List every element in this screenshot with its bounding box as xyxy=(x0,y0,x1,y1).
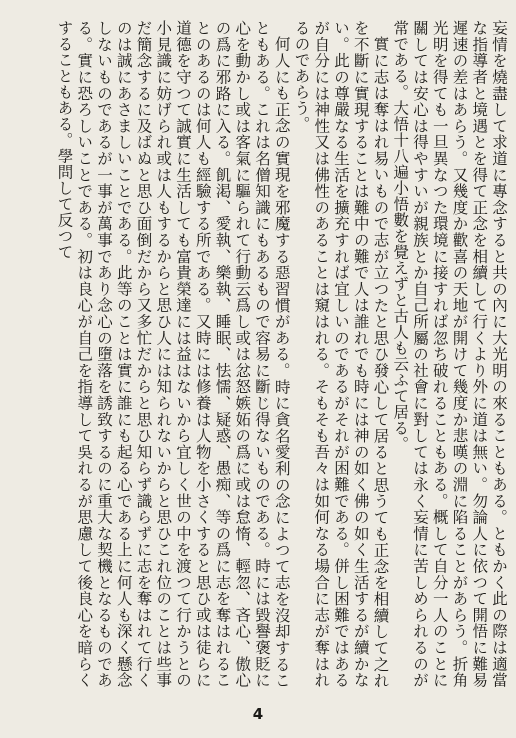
paragraph-2: 實に志は奪はれ易いもので志が立つたと思ひ發心して居ると思うても正念を相續して之れを不斷に實現することは難中の難で人は誰れでも時には神の如く佛の如く生活するが續かない。此の尊嚴なる生活を擴充すれば宜しいのであるがそれが困難である。併し困難ではあるが自分には神性又は佛性のあることは窺はれる。そもそも吾々は如何なる場合に志が奪はれるのであらう。 xyxy=(292,20,390,688)
page-number: 4 xyxy=(252,705,264,723)
paragraph-1: 妄情を燒盡して求道に專念すると共の內に大光明の來ることもある。ともかく此の際は適當な指導者と境遇とを得て正念を相續して行くより外に道は無い。勿論人に依つて開悟に難易遲速の差はあらう。又幾度か歡喜の天地が開けて幾度か悲嘆の淵に陷ることがあらう。折角光明を得ても一旦異なつた環境に接すれば忽ち破れることもある。概して自分一人のことに關しては安心は得やすいが親族とか自己所屬の社會に對しては永く妄情に苦しめられるのが常である。大悟十八遍小悟數を覺えずと古人も云ふて居る。 xyxy=(391,20,508,688)
vertical-text-body xyxy=(8,20,508,688)
paragraph-3: 何人にも正念の實現を邪魔する惡習慣がある。時に貪名愛利の念によつて志を沒却することもある。これは名僧知識にもあるもので容易に斷じ得ないものである。時には毀譽褒貶に心を動かし或は客氣に驅られて行動云爲し或は忿怒嫉妬の爲に或は怠惰、輕忽、吝心、傲心の爲に邪路に入る。飢渇、愛執、樂執、睡眠、怯懦、疑惑、愚痴、等の爲に志を奪はれることのあるのは何人も經驗する所である。又時には修養は人物を小さくすると思ひ或は徒らに道德を守つて誠實に生活しても富貴榮達には益はないから宜しく世の中を渡つて行かうとの小見識に妨げられ或は人もするからと思ひ人には知られないからと思ひこれ位のことは些事だ簡念するに及ばぬと思ひ面倒だから又多忙だからと思ひ知らず識らずに志を奪はれて行くのは誠にあさましいことである。此等のことは實に誰にも起る心である上に何人も深く懸念しないものであるが一事が萬事であり念心の墮落を誘致するのに重大な契機となるものである。實に恐ろしいことである。初は良心が自己を指導して吳れるが思慮して後良心を暗らくすることもある。學問して反つて xyxy=(55,20,291,688)
